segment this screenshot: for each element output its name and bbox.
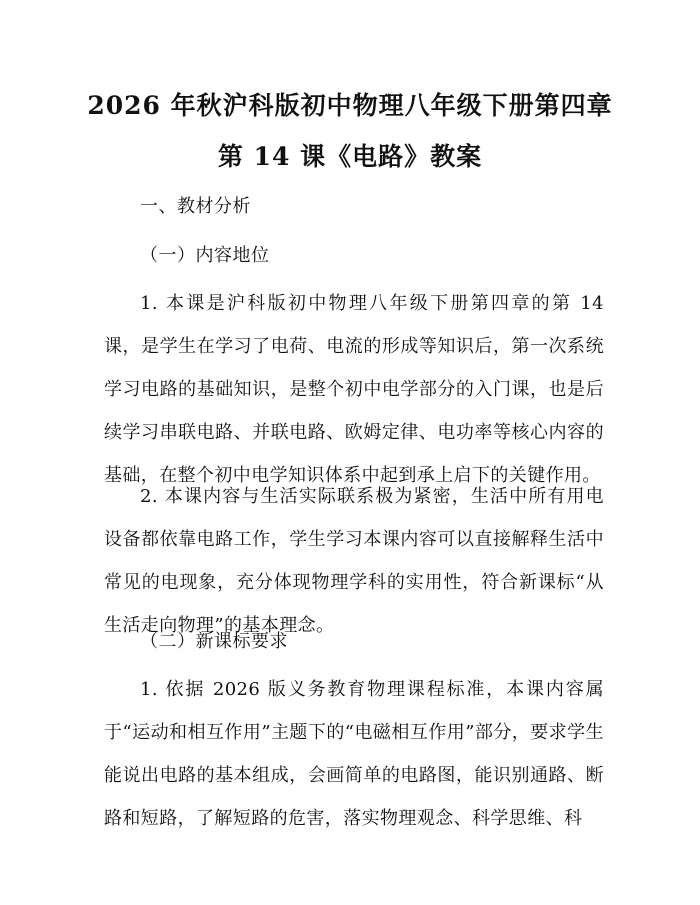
paragraph-content-position-1: 1. 本课是沪科版初中物理八年级下册第四章的第 14 课，是学生在学习了电荷、电流的形成等知识后，第一次系统学习电路的基础知识，是整个初中电学部分的入门课，也是后续学习串联电路、并联电路、欧姆定律、电功率等核心内容的基础，在整个初中电学知识体系中起到承上启下的关键作用。 xyxy=(104,293,604,486)
paragraph-content-position-2: 2. 本课内容与生活实际联系极为紧密，生活中所有用电设备都依靠电路工作，学生学习本课内容可以直接解释生活中常见的电现象，充分体现物理学科的实用性，符合新课标“从生活走向物理”的基本理念。 xyxy=(104,486,604,636)
subsection-heading-curriculum-requirements: （二）新课标要求 xyxy=(140,631,288,652)
paragraph-curriculum-requirements-1: 1. 依据 2026 版义务教育物理课程标准，本课内容属于“运动和相互作用”主题下的“电磁相互作用”部分，要求学生能说出电路的基本组成，会画简单的电路图，能识别通路、断路和短路，了解短路的危害，落实物理观念、科学思维、科 xyxy=(104,679,604,829)
section-heading-textbook-analysis: 一、教材分析 xyxy=(140,196,251,217)
document-title-line-2: 第 14 课《电路》教案 xyxy=(217,142,483,171)
document-title-line-1: 2026 年秋沪科版初中物理八年级下册第四章 xyxy=(87,91,613,120)
subsection-heading-content-position: （一）内容地位 xyxy=(140,245,270,266)
